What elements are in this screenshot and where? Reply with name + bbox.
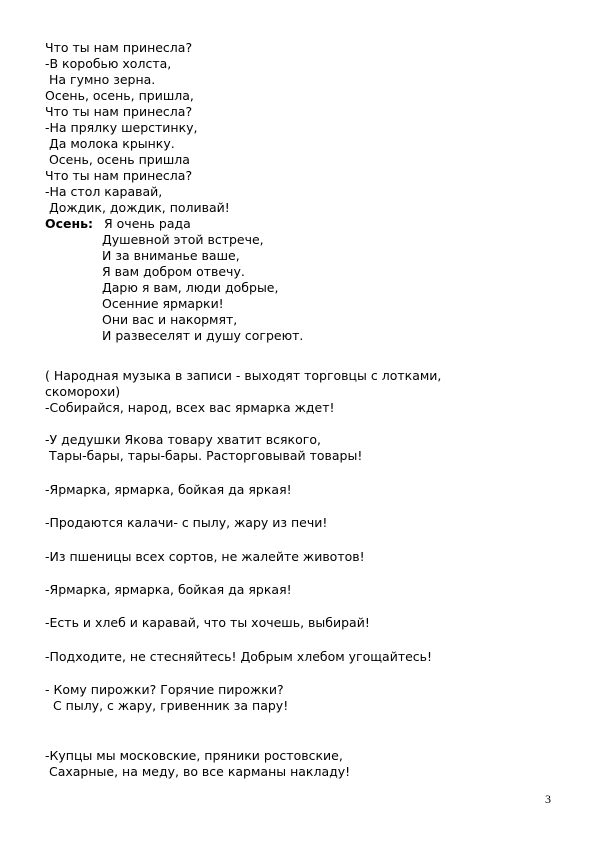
text-line: -Есть и хлеб и каравай, что ты хочешь, выбирай! bbox=[45, 615, 370, 630]
text-line: -Из пшеницы всех сортов, не жалейте животов! bbox=[45, 549, 365, 564]
text-line: Что ты нам принесла? bbox=[45, 104, 193, 119]
text-line: Осенние ярмарки! bbox=[102, 296, 224, 311]
text-line: Тары-бары, тары-бары. Расторговывай товары! bbox=[45, 448, 363, 463]
stage-direction: скоморохи) bbox=[45, 384, 121, 399]
text-line: - Кому пирожки? Горячие пирожки? bbox=[45, 682, 284, 697]
text-line: Что ты нам принесла? bbox=[45, 40, 193, 55]
speaker-label: Осень: bbox=[45, 216, 94, 231]
stage-direction: ( Народная музыка в записи - выходят торговцы с лотками, bbox=[45, 368, 442, 383]
page-number: 3 bbox=[545, 792, 551, 806]
text-line: -Ярмарка, ярмарка, бойкая да яркая! bbox=[45, 482, 292, 497]
text-line: -На прялку шерстинку, bbox=[45, 120, 198, 135]
text-line: -У дедушки Якова товару хватит всякого, bbox=[45, 432, 321, 447]
text-line: На гумно зерна. bbox=[45, 72, 156, 87]
text-line: Дарю я вам, люди добрые, bbox=[102, 280, 279, 295]
text-line: Осень, осень, пришла, bbox=[45, 88, 194, 103]
text-line: -На стол каравай, bbox=[45, 184, 163, 199]
text-line: Что ты нам принесла? bbox=[45, 168, 193, 183]
text-line: -В коробью холста, bbox=[45, 56, 172, 71]
text-line: С пылу, с жару, гривенник за пару! bbox=[45, 698, 289, 713]
text-line: Я вам добром отвечу. bbox=[102, 264, 245, 279]
text-line: -Подходите, не стесняйтесь! Добрым хлебом угощайтесь! bbox=[45, 649, 433, 664]
text-line: Душевной этой встрече, bbox=[102, 232, 264, 247]
text-line: -Собирайся, народ, всех вас ярмарка ждет! bbox=[45, 400, 335, 415]
text-line: Я очень рада bbox=[104, 216, 191, 231]
text-line: И за вниманье ваше, bbox=[102, 248, 240, 263]
text-line: Да молока крынку. bbox=[45, 136, 175, 151]
text-line: -Продаются калачи- с пылу, жару из печи! bbox=[45, 515, 328, 530]
text-line: Осень, осень пришла bbox=[45, 152, 190, 167]
text-line: -Купцы мы московские, пряники ростовские, bbox=[45, 748, 343, 763]
text-line: Они вас и накормят, bbox=[102, 312, 238, 327]
text-line: Сахарные, на меду, во все карманы накладу! bbox=[45, 764, 351, 779]
text-line: Дождик, дождик, поливай! bbox=[45, 200, 230, 215]
text-line: И развеселят и душу согреют. bbox=[102, 328, 304, 343]
text-line: -Ярмарка, ярмарка, бойкая да яркая! bbox=[45, 582, 292, 597]
